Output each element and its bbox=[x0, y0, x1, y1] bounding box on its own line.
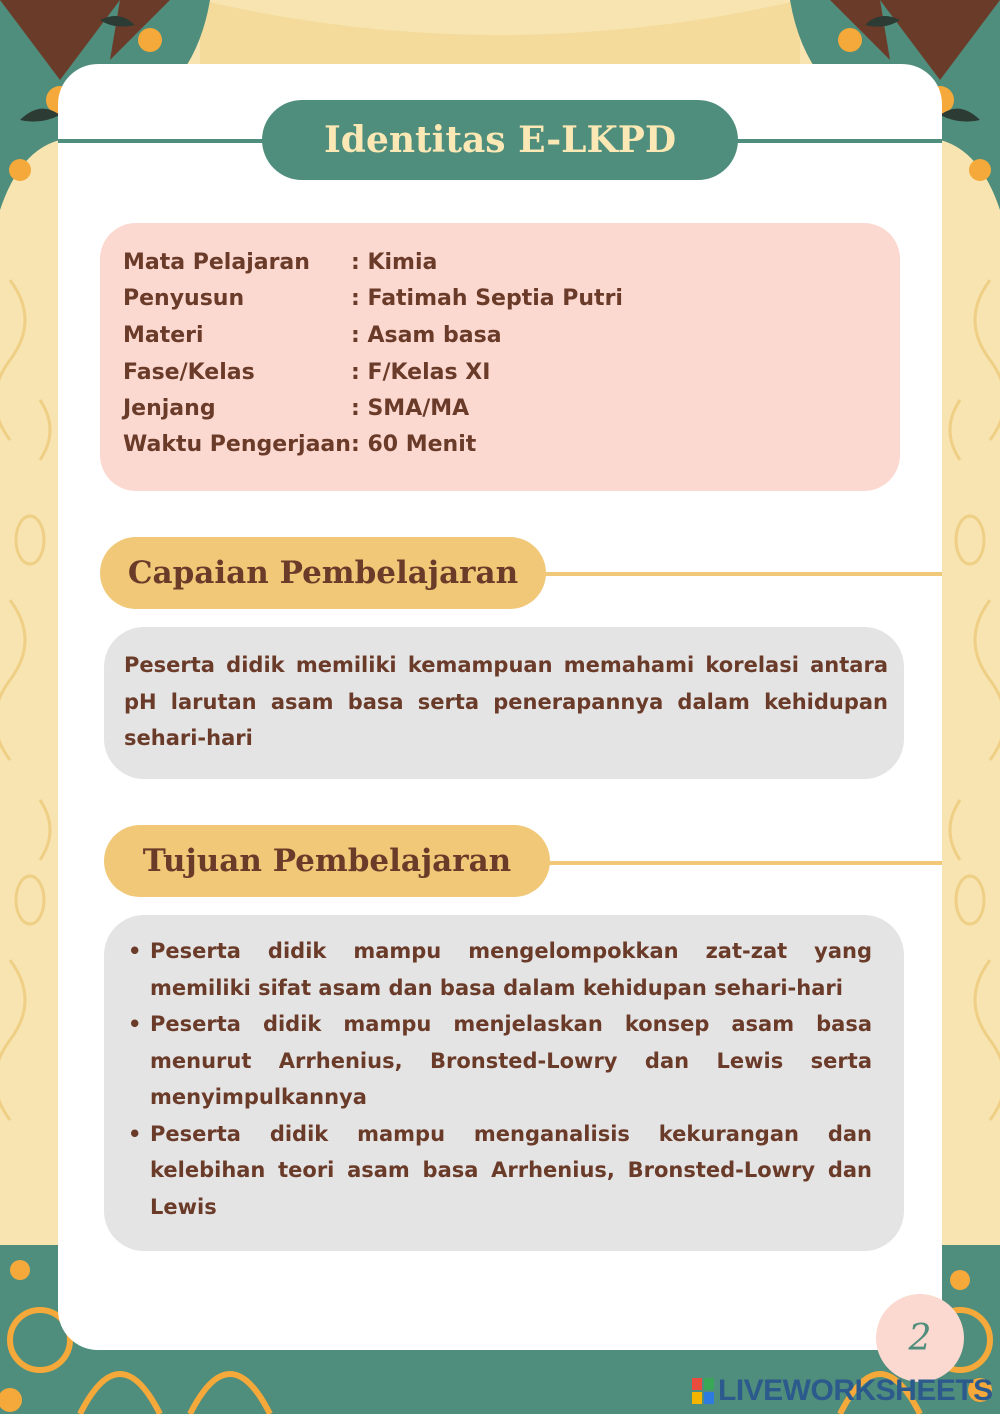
liveworksheets-brand[interactable] bbox=[692, 1374, 993, 1408]
capaian-heading: Capaian Pembelajaran bbox=[127, 555, 519, 591]
goal-text: Peserta didik mampu mengelompokkan zat-zat yang memiliki sifat asam dan basa dalam kehidupan sehari-hari bbox=[150, 939, 872, 1000]
tujuan-heading-pill bbox=[104, 825, 550, 897]
identity-row bbox=[123, 432, 476, 457]
identity-label: Penyusun bbox=[123, 286, 245, 311]
identity-box bbox=[100, 223, 900, 491]
title-banner bbox=[262, 100, 738, 180]
identity-row bbox=[123, 323, 502, 348]
identity-label: Fase/Kelas bbox=[123, 360, 255, 385]
liveworksheets-logo-icon bbox=[692, 1378, 714, 1404]
identity-row bbox=[123, 286, 623, 311]
bullet-icon: • bbox=[128, 939, 142, 963]
brand-text: LIVEWORKSHEETS bbox=[718, 1374, 993, 1407]
identity-value: : SMA/MA bbox=[351, 396, 470, 421]
identity-row bbox=[123, 360, 490, 385]
capaian-heading-pill bbox=[100, 537, 546, 609]
identity-label: Jenjang bbox=[123, 396, 216, 421]
tujuan-box bbox=[104, 915, 904, 1251]
identity-value: : F/Kelas XI bbox=[351, 360, 491, 385]
goal-text: Peserta didik mampu menganalisis kekurangan dan kelebihan teori asam basa Arrhenius, Bronsted-Lowry dan Lewis bbox=[150, 1121, 872, 1219]
identity-label: Waktu Pengerjaan bbox=[123, 432, 351, 457]
goal-text: Peserta didik mampu menjelaskan konsep asam basa menurut Arrhenius, Bronsted-Lowry dan Lewis serta menyimpulkannya bbox=[150, 1012, 872, 1109]
list-item bbox=[128, 1006, 872, 1116]
capaian-box bbox=[104, 627, 904, 779]
identity-label: Materi bbox=[123, 323, 204, 348]
capaian-rule bbox=[540, 572, 942, 576]
page-title: Identitas E-LKPD bbox=[323, 119, 677, 161]
identity-row bbox=[123, 396, 469, 421]
bullet-icon: • bbox=[128, 1121, 142, 1146]
identity-row bbox=[123, 250, 437, 275]
identity-value: : 60 Menit bbox=[351, 432, 477, 457]
list-item bbox=[128, 1116, 872, 1226]
goals-list bbox=[128, 933, 872, 1225]
identity-value: : Kimia bbox=[351, 250, 438, 275]
list-item bbox=[128, 933, 872, 1006]
identity-value: : Asam basa bbox=[351, 323, 502, 348]
identity-label: Mata Pelajaran bbox=[123, 250, 310, 275]
page-number: 2 bbox=[876, 1294, 964, 1382]
tujuan-rule bbox=[545, 861, 942, 865]
identity-value: : Fatimah Septia Putri bbox=[351, 286, 623, 311]
bullet-icon: • bbox=[128, 1012, 142, 1036]
tujuan-heading: Tujuan Pembelajaran bbox=[142, 843, 512, 879]
capaian-text: Peserta didik memiliki kemampuan memahami korelasi antara pH larutan asam basa serta penerapannya dalam kehidupan sehari-hari bbox=[124, 653, 888, 750]
